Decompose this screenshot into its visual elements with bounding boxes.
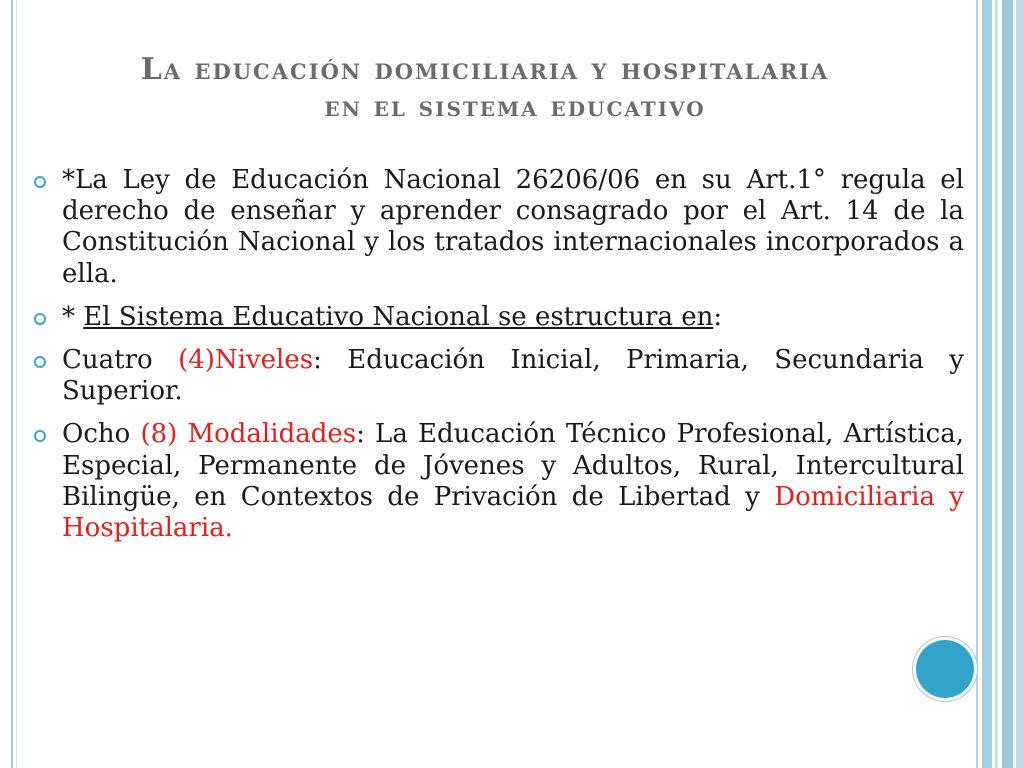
bullet-item-niveles bbox=[34, 345, 964, 407]
slide-content bbox=[34, 165, 964, 556]
slide-title bbox=[20, 50, 950, 125]
title-line-1: La educación domiciliaria y hospitalaria bbox=[140, 52, 830, 87]
bullet-underlined-text: El Sistema Educativo Nacional se estructura en bbox=[83, 301, 714, 332]
bullet-prefix: Ocho bbox=[62, 419, 141, 450]
bullet-icon bbox=[34, 176, 46, 188]
left-frame-inner-line bbox=[16, 0, 17, 768]
bullet-item-modalidades bbox=[34, 419, 964, 544]
bullet-prefix: Cuatro bbox=[62, 344, 179, 375]
right-stripe bbox=[995, 0, 998, 768]
bullet-text: : Educación Inicial, Primaria, Secundaria y Superior. bbox=[62, 344, 964, 407]
bullet-item-sistema bbox=[34, 302, 964, 333]
bullet-icon bbox=[34, 313, 46, 325]
title-line-2: en el sistema educativo bbox=[324, 90, 706, 123]
bullet-text: *La Ley de Educación Nacional 26206/06 en su Art.1° regula el derecho de enseñar y aprender consagrado por el Art. 14 de la Constitución Nacional y los tratados internacionales incorporados a ella. bbox=[62, 165, 964, 289]
bullet-item-ley bbox=[34, 165, 964, 290]
right-stripe bbox=[1016, 0, 1024, 768]
domiciliaria-highlight: Domiciliaria y Hospitalaria. bbox=[62, 481, 964, 543]
bullet-icon bbox=[34, 430, 46, 442]
right-stripe bbox=[1002, 0, 1013, 768]
left-frame-line bbox=[11, 0, 13, 768]
modalidades-highlight: (8) Modalidades bbox=[140, 419, 357, 450]
niveles-highlight: (4)Niveles bbox=[178, 344, 314, 375]
right-stripe bbox=[982, 0, 992, 768]
right-stripe bbox=[976, 0, 978, 768]
bullet-icon bbox=[34, 356, 46, 368]
bullet-text: : La Educación Técnico Profesional, Artística, Especial, Permanente de Jóvenes y Adultos, Rural, Intercultural Bilingüe, en Contextos de Privación de Libertad y bbox=[62, 419, 964, 512]
bullet-suffix: : bbox=[713, 301, 723, 332]
decorative-circle-icon bbox=[916, 640, 974, 698]
bullet-prefix: * bbox=[62, 301, 84, 332]
